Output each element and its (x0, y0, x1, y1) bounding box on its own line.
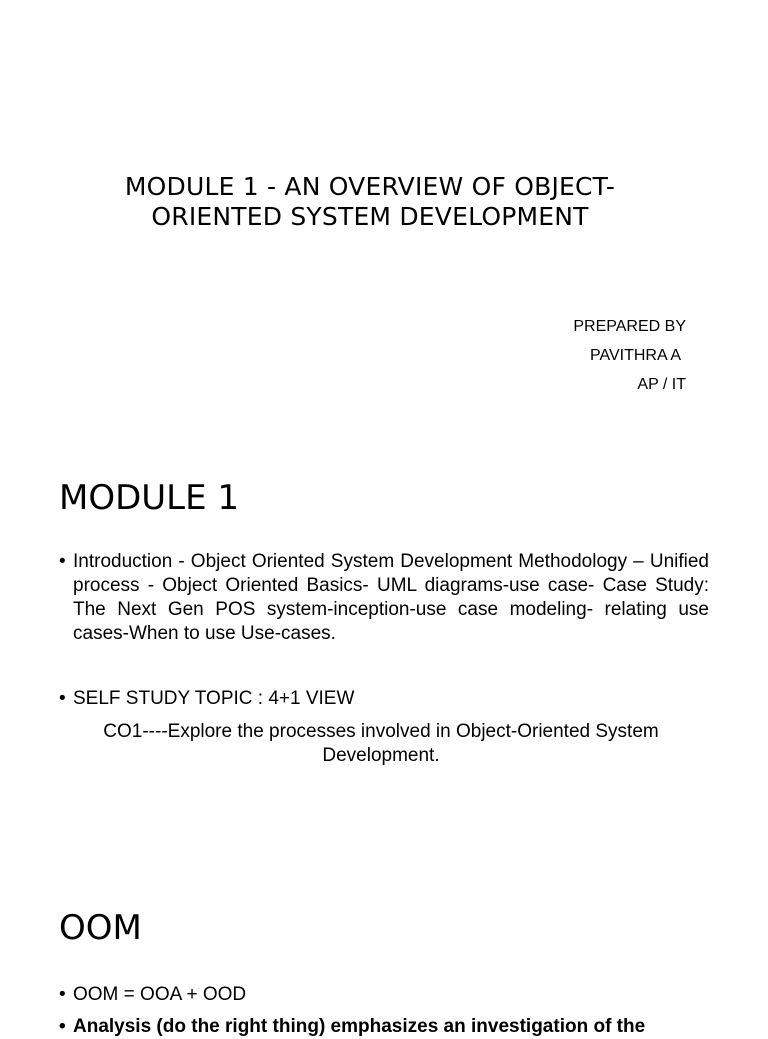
self-study-bullet (59, 687, 709, 711)
intro-bullet (59, 550, 709, 646)
bullet-icon: • (59, 688, 66, 709)
oom-heading: OOM (59, 908, 142, 948)
self-study-text: SELF STUDY TOPIC : 4+1 VIEW (73, 688, 355, 709)
oom-definition-text: OOM = OOA + OOD (73, 984, 247, 1005)
bullet-icon: • (59, 984, 66, 1005)
bullet-icon: • (59, 1016, 66, 1037)
author-name: PAVITHRA A (590, 347, 681, 364)
intro-text: Introduction - Object Oriented System Development Methodology – Unified process - Object Oriented Basics- UML diagrams-use case- Case Study: The Next Gen POS system-inception-use case modeling- relating use cases-When to use Use-cases. (73, 551, 709, 644)
oom-definition-bullet (59, 983, 709, 1007)
analysis-bullet (59, 1015, 709, 1039)
module-heading: MODULE 1 (59, 478, 240, 518)
course-outcome-text: CO1----Explore the processes involved in Object-Oriented System Development. (103, 721, 659, 766)
bullet-icon: • (59, 551, 66, 572)
title-slide (0, 0, 768, 440)
slide-title: MODULE 1 - AN OVERVIEW OF OBJECT-ORIENTED SYSTEM DEVELOPMENT (124, 172, 616, 231)
oom-slide (0, 860, 768, 1037)
author-designation: AP / IT (637, 376, 686, 393)
analysis-text: Analysis (do the right thing) emphasizes an investigation of the (73, 1016, 646, 1037)
module-slide (0, 440, 768, 860)
prepared-by-label: PREPARED BY (573, 318, 686, 335)
